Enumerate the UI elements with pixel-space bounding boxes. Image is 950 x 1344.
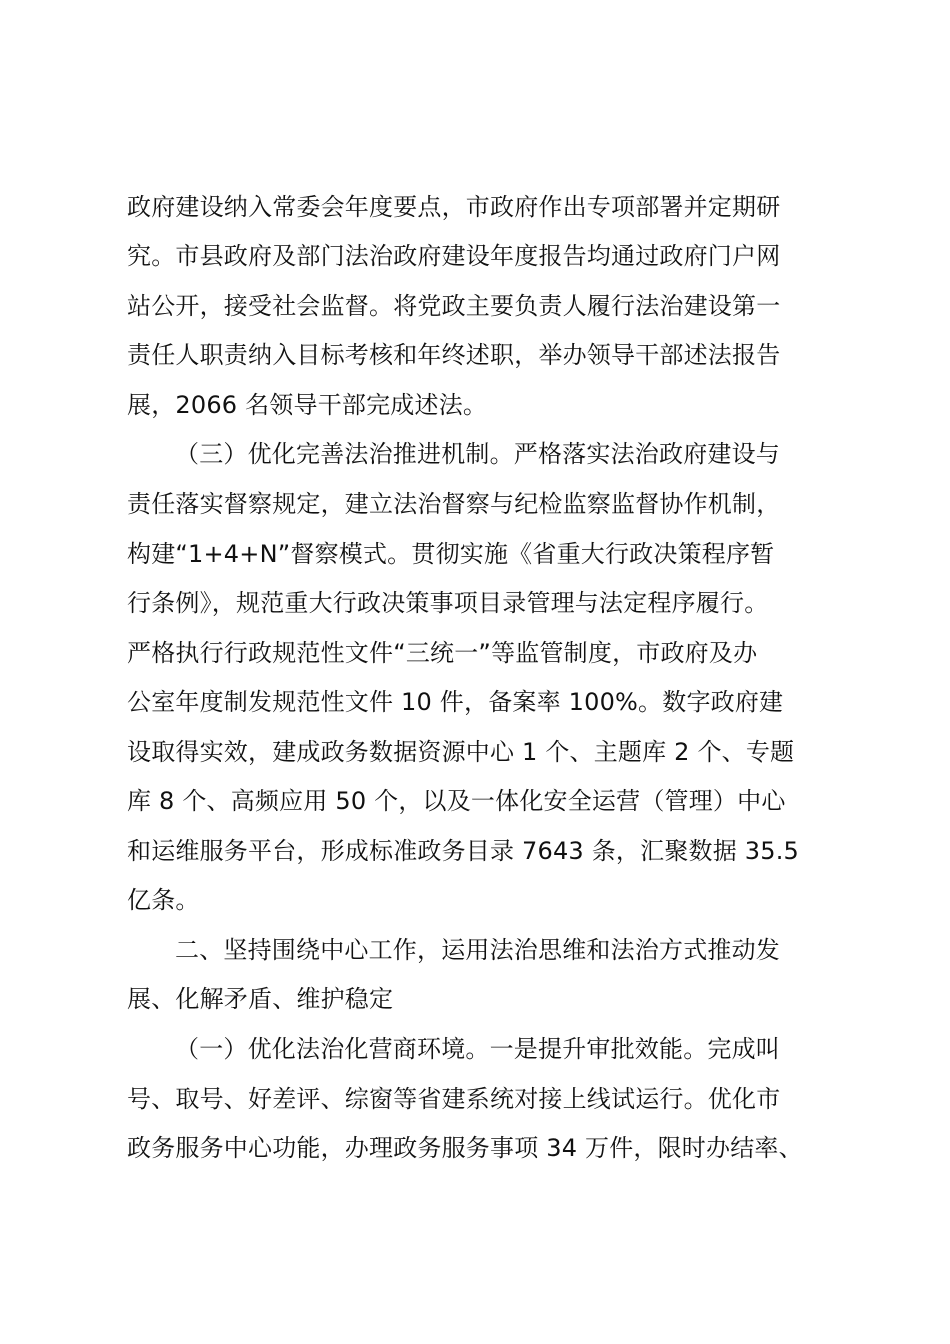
text-line: 严格执行行政规范性文件“三统一”等监管制度，市政府及办 (127, 639, 758, 667)
paragraph-heading-line: （三）优化完善法治推进机制。严格落实法治政府建设与 (175, 440, 780, 468)
text-line: 展，2066 名领导干部完成述法。 (127, 391, 488, 419)
paragraph-heading-line: （一）优化法治化营商环境。一是提升审批效能。完成叫 (175, 1035, 780, 1063)
text-line: 库 8 个、高频应用 50 个，以及一体化安全运营（管理）中心 (127, 787, 786, 815)
text-line: 和运维服务平台，形成标准政务目录 7643 条，汇聚数据 35.5 (127, 837, 800, 865)
text-line: 政府建设纳入常委会年度要点，市政府作出专项部署并定期研 (127, 193, 781, 221)
text-line: 亿条。 (127, 886, 200, 914)
text-line: 构建“1+4+N”督察模式。贯彻实施《省重大行政决策程序暂 (127, 540, 775, 568)
text-line: 行条例》，规范重大行政决策事项目录管理与法定程序履行。 (127, 589, 769, 617)
text-line: 站公开，接受社会监督。将党政主要负责人履行法治建设第一 (127, 292, 781, 320)
text-line: 号、取号、好差评、综窗等省建系统对接上线试运行。优化市 (127, 1085, 781, 1113)
text-line: 责任人职责纳入目标考核和年终述职，举办领导干部述法报告 (127, 341, 781, 369)
text-line: 责任落实督察规定，建立法治督察与纪检监察监督协作机制， (127, 490, 781, 518)
section-heading-line: 二、坚持围绕中心工作，运用法治思维和法治方式推动发 (175, 936, 780, 964)
text-line: 设取得实效，建成政务数据资源中心 1 个、主题库 2 个、专题 (127, 738, 795, 766)
text-line: 究。市县政府及部门法治政府建设年度报告均通过政府门户网 (127, 242, 781, 270)
text-line: 政务服务中心功能，办理政务服务事项 34 万件，限时办结率、 (127, 1134, 803, 1162)
text-line: 公室年度制发规范性文件 10 件，备案率 100%。数字政府建 (127, 688, 784, 716)
section-heading-line: 展、化解矛盾、维护稳定 (127, 985, 394, 1013)
